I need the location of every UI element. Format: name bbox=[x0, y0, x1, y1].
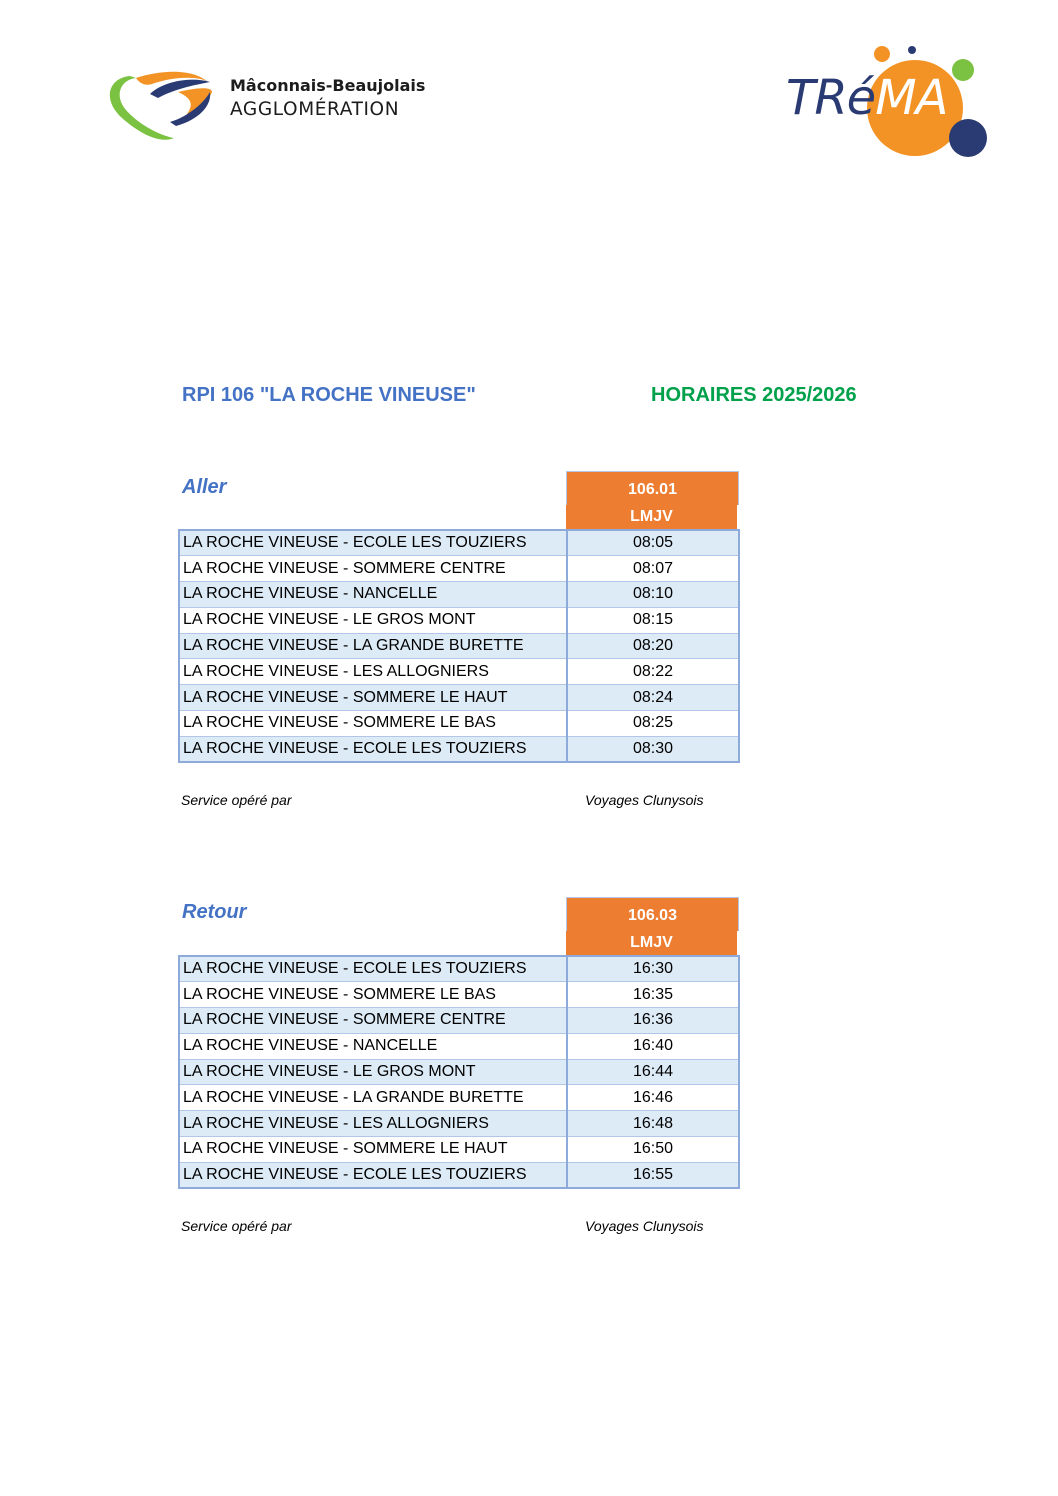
trema-logo bbox=[780, 42, 995, 162]
table-row bbox=[179, 736, 739, 762]
table-row bbox=[179, 956, 739, 982]
table-row bbox=[179, 1162, 739, 1188]
departure-time: 08:25 bbox=[567, 711, 739, 737]
retour-days: LMJV bbox=[566, 931, 737, 955]
departure-time: 16:46 bbox=[567, 1085, 739, 1111]
retour-label: Retour bbox=[182, 901, 247, 923]
stop-name: LA ROCHE VINEUSE - LA GRANDE BURETTE bbox=[179, 633, 567, 659]
aller-label: Aller bbox=[182, 476, 227, 498]
table-row bbox=[179, 982, 739, 1008]
departure-time: 16:55 bbox=[567, 1162, 739, 1188]
departure-time: 16:30 bbox=[567, 956, 739, 982]
departure-time: 08:05 bbox=[567, 530, 739, 556]
retour-footer-operator: Voyages Clunysois bbox=[585, 1218, 704, 1234]
departure-time: 08:30 bbox=[567, 736, 739, 762]
stop-name: LA ROCHE VINEUSE - LES ALLOGNIERS bbox=[179, 659, 567, 685]
stop-name: LA ROCHE VINEUSE - LE GROS MONT bbox=[179, 607, 567, 633]
agglomeration-logo bbox=[100, 62, 460, 144]
departure-time: 08:15 bbox=[567, 607, 739, 633]
table-row bbox=[179, 659, 739, 685]
departure-time: 08:10 bbox=[567, 582, 739, 608]
stop-name: LA ROCHE VINEUSE - ECOLE LES TOUZIERS bbox=[179, 736, 567, 762]
table-row bbox=[179, 1137, 739, 1163]
aller-footer-operator: Voyages Clunysois bbox=[585, 792, 704, 808]
table-row bbox=[179, 685, 739, 711]
departure-time: 16:40 bbox=[567, 1033, 739, 1059]
stop-name: LA ROCHE VINEUSE - SOMMERE LE BAS bbox=[179, 982, 567, 1008]
aller-timetable bbox=[178, 529, 740, 763]
departure-time: 16:48 bbox=[567, 1111, 739, 1137]
aller-route-code: 106.01 bbox=[566, 471, 739, 505]
departure-time: 08:20 bbox=[567, 633, 739, 659]
departure-time: 16:44 bbox=[567, 1059, 739, 1085]
table-row bbox=[179, 582, 739, 608]
stop-name: LA ROCHE VINEUSE - ECOLE LES TOUZIERS bbox=[179, 1162, 567, 1188]
departure-time: 08:22 bbox=[567, 659, 739, 685]
stop-name: LA ROCHE VINEUSE - ECOLE LES TOUZIERS bbox=[179, 956, 567, 982]
stop-name: LA ROCHE VINEUSE - ECOLE LES TOUZIERS bbox=[179, 530, 567, 556]
route-title: RPI 106 "LA ROCHE VINEUSE" bbox=[182, 384, 476, 406]
stop-name: LA ROCHE VINEUSE - SOMMERE CENTRE bbox=[179, 1008, 567, 1034]
aller-days: LMJV bbox=[566, 505, 737, 529]
stop-name: LA ROCHE VINEUSE - SOMMERE LE HAUT bbox=[179, 1137, 567, 1163]
table-row bbox=[179, 1008, 739, 1034]
retour-route-code: 106.03 bbox=[566, 897, 739, 931]
stop-name: LA ROCHE VINEUSE - LA GRANDE BURETTE bbox=[179, 1085, 567, 1111]
trema-wordmark bbox=[786, 70, 948, 126]
departure-time: 16:35 bbox=[567, 982, 739, 1008]
departure-time: 08:24 bbox=[567, 685, 739, 711]
table-row bbox=[179, 607, 739, 633]
stop-name: LA ROCHE VINEUSE - LE GROS MONT bbox=[179, 1059, 567, 1085]
departure-time: 08:07 bbox=[567, 556, 739, 582]
aller-footer-label: Service opéré par bbox=[181, 792, 292, 808]
departure-time: 16:36 bbox=[567, 1008, 739, 1034]
stop-name: LA ROCHE VINEUSE - NANCELLE bbox=[179, 1033, 567, 1059]
stop-name: LA ROCHE VINEUSE - SOMMERE LE HAUT bbox=[179, 685, 567, 711]
trema-part-1: TRé bbox=[786, 70, 876, 126]
table-row bbox=[179, 711, 739, 737]
stop-name: LA ROCHE VINEUSE - SOMMERE LE BAS bbox=[179, 711, 567, 737]
table-row bbox=[179, 1033, 739, 1059]
table-row bbox=[179, 1085, 739, 1111]
trema-part-2: MA bbox=[875, 70, 948, 126]
stop-name: LA ROCHE VINEUSE - LES ALLOGNIERS bbox=[179, 1111, 567, 1137]
table-row bbox=[179, 633, 739, 659]
stop-name: LA ROCHE VINEUSE - NANCELLE bbox=[179, 582, 567, 608]
heart-swoosh-icon bbox=[100, 62, 225, 144]
logo-line-2: AGGLOMÉRATION bbox=[230, 99, 400, 120]
season-title: HORAIRES 2025/2026 bbox=[651, 384, 857, 406]
retour-footer-label: Service opéré par bbox=[181, 1218, 292, 1234]
logo-line-1: Mâconnais-Beaujolais bbox=[230, 76, 426, 95]
table-row bbox=[179, 1059, 739, 1085]
stop-name: LA ROCHE VINEUSE - SOMMERE CENTRE bbox=[179, 556, 567, 582]
table-row bbox=[179, 1111, 739, 1137]
retour-timetable bbox=[178, 955, 740, 1189]
table-row bbox=[179, 530, 739, 556]
departure-time: 16:50 bbox=[567, 1137, 739, 1163]
table-row bbox=[179, 556, 739, 582]
